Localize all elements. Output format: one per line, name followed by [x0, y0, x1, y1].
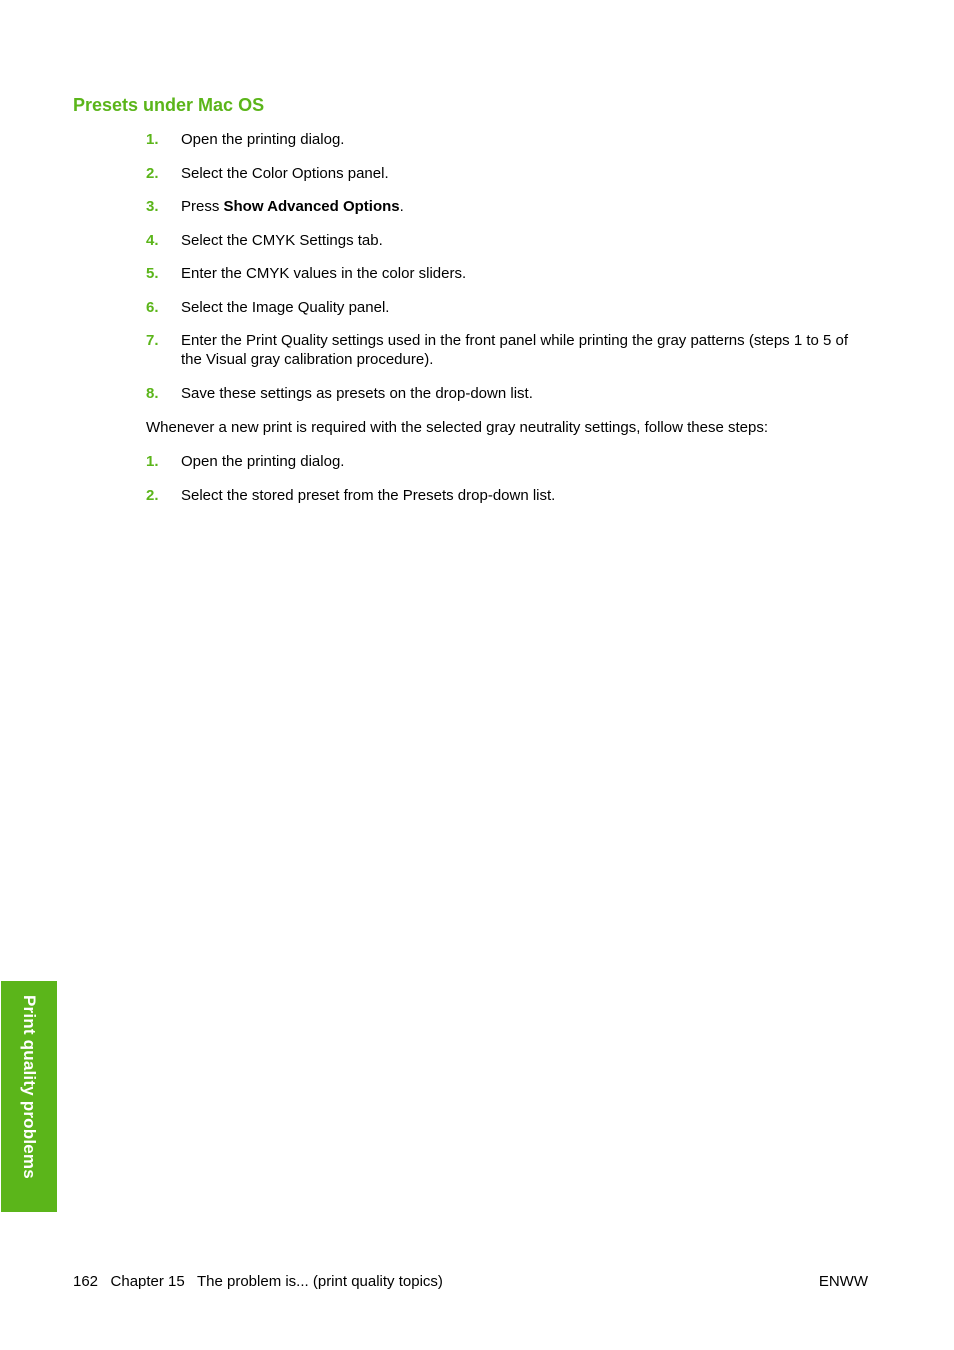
intro-paragraph: Whenever a new print is required with the selected gray neutrality settings, follow these steps: — [146, 419, 768, 436]
step-text — [181, 198, 404, 215]
side-tab-label: Print quality problems — [20, 995, 39, 1179]
list-item — [146, 331, 870, 369]
step-text: Open the printing dialog. — [181, 131, 345, 148]
step-number: 2. — [146, 486, 159, 504]
footer-locale: ENWW — [818, 1273, 868, 1290]
chapter-side-tab — [1, 981, 57, 1212]
list-item — [146, 264, 870, 283]
step-number: 8. — [146, 384, 159, 402]
step-text: Select the Color Options panel. — [181, 164, 389, 182]
step-number: 6. — [146, 298, 159, 316]
footer-page-info: 162 Chapter 15 The problem is... (print quality topics) — [73, 1273, 443, 1290]
list-item — [146, 130, 870, 149]
step-number: 3. — [146, 198, 159, 215]
steps-list-first — [146, 130, 870, 417]
step-text: Enter the CMYK values in the color sliders. — [181, 265, 467, 282]
section-title: Presets under Mac OS — [73, 95, 265, 115]
list-item — [146, 452, 870, 471]
step-text-before: Press — [181, 198, 224, 215]
list-item — [146, 384, 870, 403]
list-item — [146, 231, 870, 250]
step-text: Select the Image Quality panel. — [181, 298, 390, 316]
list-item — [146, 164, 870, 183]
list-item — [146, 486, 870, 505]
step-number: 1. — [146, 453, 159, 470]
step-text-bold: Show Advanced Options — [223, 198, 400, 215]
step-text: Select the CMYK Settings tab. — [181, 231, 383, 249]
step-number: 4. — [146, 231, 159, 249]
step-text: Select the stored preset from the Presets drop-down list. — [181, 486, 556, 504]
step-number: 5. — [146, 265, 159, 282]
step-text: Save these settings as presets on the drop-down list. — [181, 384, 533, 402]
step-text: Open the printing dialog. — [181, 453, 345, 470]
step-text: Enter the Print Quality settings used in the front panel while printing the gray patterns (steps 1 to 5 of the Visual gray calibration procedure). — [181, 332, 849, 368]
step-text-after: . — [399, 198, 404, 215]
step-number: 2. — [146, 164, 159, 182]
list-item — [146, 197, 870, 216]
steps-list-second — [146, 452, 870, 519]
step-number: 7. — [146, 332, 159, 349]
step-number: 1. — [146, 131, 159, 148]
list-item — [146, 298, 870, 317]
